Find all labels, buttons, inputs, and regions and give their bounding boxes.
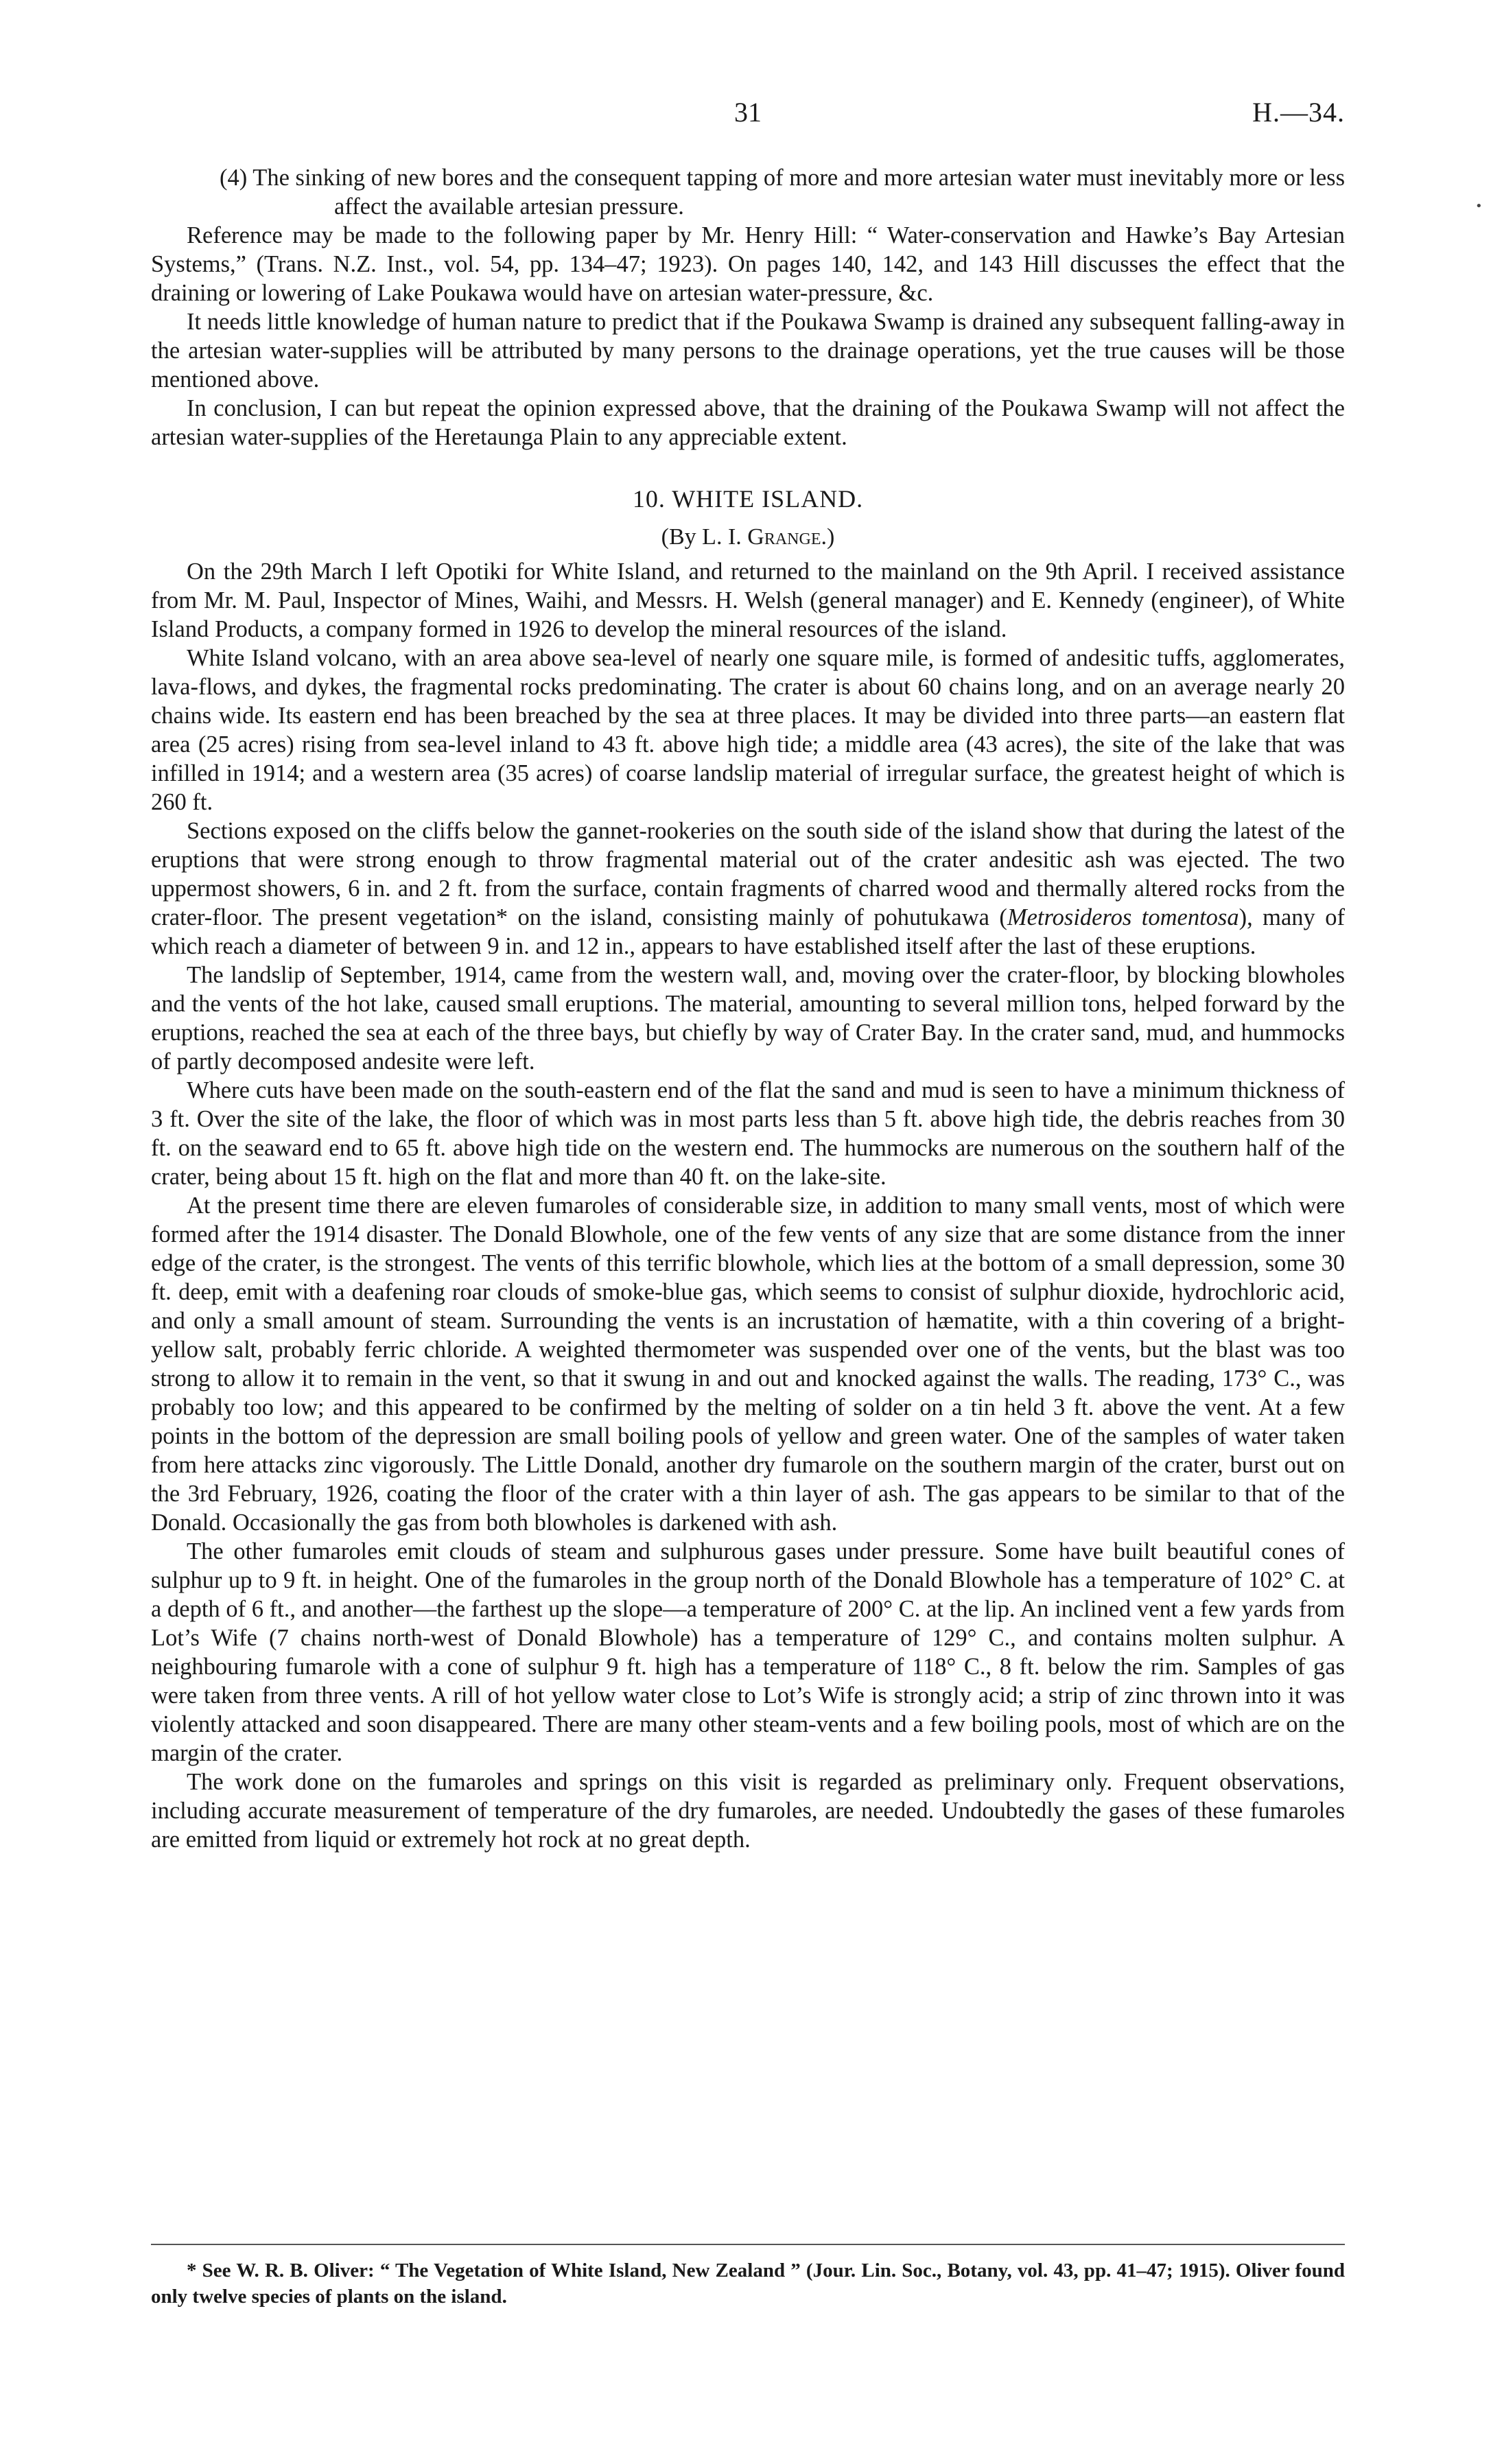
page-number: 31 <box>734 97 762 128</box>
paragraph-cuts: Where cuts have been made on the south-eastern end of the flat the sand and mud is seen to have a minimum thickness of 3 ft. Over the site of the lake, the floor of which was in most parts less than 5 ft. above high tide, the debris reaches from 30 ft. on the seaward end to 65 ft. above high tide on the western end. The hummocks are numerous on the southern half of the crater, being about 15 ft. high on the flat and more than 40 ft. on the lake-site. <box>151 1077 1345 1190</box>
paragraph-volcano-description: White Island volcano, with an area above sea-level of nearly one square mile, is formed of andesitic tuffs, agglomerates, lava-flows, and dykes, the fragmental rocks predominating. The crater is about 60 chains long, and on an average nearly 20 chains wide. Its eastern end has been breached by the sea at three places. It may be divided into three parts—an eastern flat area (25 acres) rising from sea-level inland to 43 ft. above high tide; a middle area (43 acres), the site of the lake that was infilled in 1914; and a western area (35 acres) of coarse landslip material of irregular surface, the greatest height of which is 260 ft. <box>151 645 1345 815</box>
intro-paragraph-reference: Reference may be made to the following paper by Mr. Henry Hill: “ Water-conservation and Hawke’s Bay Artesian Systems,” (Trans. N.Z. Inst., vol. 54, pp. 134–47; 1923). On pages 140, 142, and 143 Hill discusses the effect that the draining or lowering of Lake Poukawa would have on artesian water-pressure, &c. <box>151 222 1345 306</box>
paragraph-visit: On the 29th March I left Opotiki for White Island, and returned to the mainland on the 9th April. I received assistance from Mr. M. Paul, Inspector of Mines, Waihi, and Messrs. H. Welsh (general manager) and E. Kennedy (engineer), of White Island Products, a company formed in 1926 to develop the mineral resources of the island. <box>151 559 1345 642</box>
paragraph-sections-text-b: ), many of which reach a diameter of between 9 in. and 12 in., appears to have established itself after the last of these eruptions. <box>151 904 1345 959</box>
numbered-item-4: (4) The sinking of new bores and the consequent tapping of more and more artesian water must inevitably more or less affect the available artesian pressure. <box>220 165 1345 220</box>
page-header <box>151 96 1345 130</box>
paragraph-other-fumaroles: The other fumaroles emit clouds of steam and sulphurous gases under pressure. Some have built beautiful cones of sulphur up to 9 ft. in height. One of the fumaroles in the group north of the Donald Blowhole has a temperature of 102° C. at a depth of 6 ft., and another—the farthest up the slope—a temperature of 200° C. at the lip. An inclined vent a few yards from Lot’s Wife (7 chains north-west of Donald Blowhole) has a temperature of 129° C., and contains molten sulphur. A neighbouring fumarole with a cone of sulphur 9 ft. high has a temperature of 118° C., 8 ft. below the rim. Samples of gas were taken from three vents. A rill of hot yellow water close to Lot’s Wife is strongly acid; a strip of zinc thrown into it was violently attacked and soon disappeared. There are many other steam-vents and a few boiling pools, most of which are on the margin of the crater. <box>151 1538 1345 1766</box>
intro-paragraph-conclusion: In conclusion, I can but repeat the opinion expressed above, that the draining of the Poukawa Swamp will not affect the artesian water-supplies of the Heretaunga Plain to any appreciable extent. <box>151 395 1345 450</box>
section-title: 10. WHITE ISLAND. <box>632 485 864 513</box>
document-reference: H.—34. <box>1252 97 1345 128</box>
byline-author: Grange <box>747 524 821 550</box>
margin-mark: • <box>1475 199 1483 213</box>
section-byline <box>151 523 1345 552</box>
paragraph-sections-exposed <box>151 817 1345 961</box>
byline-prefix: (By L. I. <box>661 524 748 550</box>
page-body <box>151 163 1345 1854</box>
intro-paragraph-human-nature: It needs little knowledge of human nature to predict that if the Poukawa Swamp is drained any subsequent falling-away in the artesian water-supplies will be attributed by many persons to the drainage operations, yet the true causes will be those mentioned above. <box>151 309 1345 392</box>
byline-suffix: .) <box>821 524 835 550</box>
species-name: Metrosideros tomentosa <box>1007 904 1239 930</box>
paragraph-sections-text-a: Sections exposed on the cliffs below the gannet-rookeries on the south side of the island show that during the latest of the eruptions that were strong enough to throw fragmental material out of the crater andesitic ash was ejected. The two uppermost showers, 6 in. and 2 ft. from the surface, contain fragments of charred wood and thermally altered rocks from the crater-floor. The present vegetation* on the island, consisting mainly of pohutukawa ( <box>151 818 1345 930</box>
paragraph-landslip: The landslip of September, 1914, came from the western wall, and, moving over the crater-floor, by blocking blowholes and the vents of the hot lake, caused small eruptions. The material, amounting to several million tons, helped forward by the eruptions, reached the sea at each of the three bays, but chiefly by way of Crater Bay. In the crater sand, mud, and hummocks of partly decomposed andesite were left. <box>151 962 1345 1075</box>
footnote: * See W. R. B. Oliver: “ The Vegetation of White Island, New Zealand ” (Jour. Lin. Soc., Botany, vol. 43, pp. 41–47; 1915). Oliver found only twelve species of plants on the island. <box>151 2260 1345 2308</box>
footnote-divider <box>151 2244 1345 2245</box>
paragraph-fumaroles: At the present time there are eleven fumaroles of considerable size, in addition to many small vents, most of which were formed after the 1914 disaster. The Donald Blowhole, one of the few vents of any size that are some distance from the inner edge of the crater, is the strongest. The vents of this terrific blowhole, which lies at the bottom of a small depression, some 30 ft. deep, emit with a deafening roar clouds of smoke-blue gas, which seems to consist of sulphur dioxide, hydrochloric acid, and only a small amount of steam. Surrounding the vents is an incrustation of hæmatite, with a thin covering of a bright-yellow salt, probably ferric chloride. A weighted thermometer was suspended over one of the vents, but the blast was too strong to allow it to remain in the vent, so that it swung in and out and knocked against the walls. The reading, 173° C., was probably too low; and this appeared to be confirmed by the melting of solder on a tin held 3 ft. above the vent. At a few points in the bottom of the depression are small boiling pools of yellow and green water. One of the samples of water taken from here attacks zinc vigorously. The Little Donald, another dry fumarole on the southern margin of the crater, burst out on the 3rd February, 1926, coating the floor of the crater with a thin layer of ash. The gas appears to be similar to that of the Donald. Occasionally the gas from both blowholes is darkened with ash. <box>151 1193 1345 1536</box>
paragraph-work-done: The work done on the fumaroles and springs on this visit is regarded as preliminary only. Frequent observations, including accurate measurement of temperature of the dry fumaroles, are needed. Undoubtedly the gases of these fumaroles are emitted from liquid or extremely hot rock at no great depth. <box>151 1769 1345 1853</box>
